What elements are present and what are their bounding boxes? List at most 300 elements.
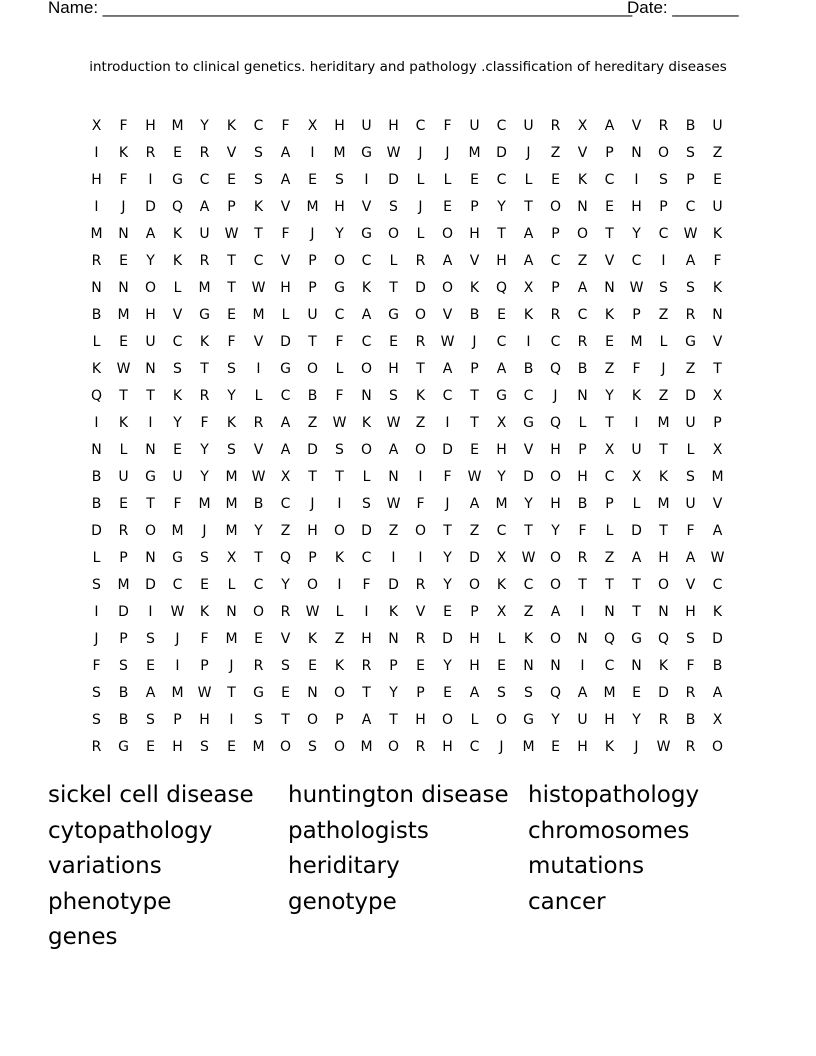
grid-letter: L (524, 171, 533, 188)
grid-letter: V (253, 333, 264, 350)
grid-letter: K (631, 387, 642, 404)
grid-letter: E (605, 333, 614, 350)
grid-letter: Y (389, 684, 398, 701)
grid-letter: J (175, 630, 180, 647)
grid-letter: T (713, 360, 722, 377)
grid-letter: Q (495, 279, 508, 296)
grid-letter: T (632, 576, 641, 593)
grid-letter: O (387, 738, 400, 755)
grid-letter: N (631, 144, 642, 161)
grid-letter: B (577, 495, 588, 512)
grid-letter: R (685, 738, 696, 755)
grid-letter: N (577, 630, 588, 647)
grid-letter: K (604, 738, 615, 755)
grid-letter: L (416, 225, 425, 242)
grid-letter: U (685, 495, 696, 512)
grid-letter: S (659, 279, 668, 296)
grid-letter: L (632, 495, 641, 512)
grid-letter: C (334, 306, 345, 323)
grid-letter: K (172, 387, 183, 404)
grid-letter: E (308, 657, 317, 674)
grid-letter: K (361, 414, 372, 431)
grid-letter: T (659, 522, 668, 539)
puzzle-title: introduction to clinical genetics. heriditary and pathology .classification of hereditary diseases (89, 59, 727, 75)
grid-letter: I (580, 603, 585, 620)
grid-letter: C (253, 576, 264, 593)
grid-letter: L (92, 549, 101, 566)
grid-letter: W (683, 225, 698, 242)
grid-letter: U (118, 468, 129, 485)
grid-letter: V (442, 306, 453, 323)
grid-letter: J (310, 495, 315, 512)
grid-letter: I (94, 144, 99, 161)
grid-letter: C (523, 576, 534, 593)
grid-letter: S (92, 711, 101, 728)
grid-letter: L (443, 171, 452, 188)
grid-letter: Y (200, 468, 209, 485)
grid-letter: A (604, 117, 615, 134)
grid-letter: C (253, 117, 264, 134)
grid-letter: T (605, 225, 614, 242)
grid-letter: I (364, 171, 369, 188)
grid-letter: L (227, 576, 236, 593)
grid-letter: K (118, 414, 129, 431)
grid-letter: I (580, 657, 585, 674)
grid-letter: N (145, 360, 156, 377)
grid-letter: J (94, 630, 99, 647)
grid-letter: E (443, 603, 452, 620)
grid-letter: D (658, 684, 669, 701)
grid-letter: A (280, 414, 291, 431)
grid-letter: M (333, 144, 346, 161)
grid-letter: F (92, 657, 101, 674)
grid-letter: H (388, 117, 399, 134)
grid-letter: O (576, 225, 589, 242)
grid-letter: Y (443, 657, 452, 674)
grid-letter: R (658, 711, 669, 728)
grid-letter: A (145, 225, 156, 242)
grid-letter: T (470, 414, 479, 431)
grid-letter: N (91, 279, 102, 296)
grid-letter: V (361, 198, 372, 215)
grid-letter: S (389, 387, 398, 404)
grid-letter: B (91, 468, 102, 485)
grid-letter: V (280, 630, 291, 647)
grid-letter: J (526, 144, 531, 161)
grid-letter: O (549, 576, 562, 593)
grid-row (83, 166, 733, 193)
grid-letter: F (281, 225, 290, 242)
grid-letter: T (308, 333, 317, 350)
grid-letter: S (254, 711, 263, 728)
grid-letter: K (172, 252, 183, 269)
grid-letter: U (712, 117, 723, 134)
grid-letter: I (445, 414, 450, 431)
grid-letter: J (310, 225, 315, 242)
grid-letter: P (632, 306, 641, 323)
grid-letter: L (686, 441, 695, 458)
grid-letter: O (414, 522, 427, 539)
grid-letter: F (281, 117, 290, 134)
grid-letter: I (634, 171, 639, 188)
grid-letter: Z (280, 522, 291, 539)
grid-letter: I (634, 414, 639, 431)
grid-letter: N (226, 603, 237, 620)
grid-letter: C (199, 171, 210, 188)
grid-letter: H (631, 198, 642, 215)
grid-letter: R (550, 117, 561, 134)
grid-letter: Y (497, 468, 506, 485)
grid-letter: G (253, 684, 264, 701)
grid-letter: J (121, 198, 126, 215)
grid-letter: I (418, 468, 423, 485)
grid-letter: J (418, 144, 423, 161)
grid-letter: V (523, 441, 534, 458)
grid-letter: H (334, 117, 345, 134)
grid-letter: T (281, 711, 290, 728)
letter-grid (83, 112, 733, 760)
grid-letter: V (226, 144, 237, 161)
grid-letter: K (415, 387, 426, 404)
word-list-item: pathologists (288, 817, 429, 844)
grid-letter: V (172, 306, 183, 323)
word-list-item: mutations (528, 853, 645, 879)
grid-letter: S (254, 144, 263, 161)
grid-letter: R (577, 333, 588, 350)
grid-letter: P (470, 603, 479, 620)
grid-letter: O (333, 684, 346, 701)
grid-letter: C (496, 171, 507, 188)
grid-letter: R (199, 252, 210, 269)
grid-letter: R (199, 144, 210, 161)
grid-letter: I (337, 495, 342, 512)
grid-letter: C (469, 738, 480, 755)
grid-letter: V (712, 495, 723, 512)
grid-letter: X (280, 468, 291, 485)
grid-letter: E (227, 738, 236, 755)
grid-letter: A (496, 360, 507, 377)
grid-letter: S (119, 657, 128, 674)
grid-letter: K (361, 279, 372, 296)
grid-letter: E (551, 738, 560, 755)
grid-letter: I (229, 711, 234, 728)
grid-letter: S (524, 684, 533, 701)
grid-letter: X (604, 441, 615, 458)
grid-letter: W (386, 144, 401, 161)
grid-letter: I (418, 549, 423, 566)
grid-letter: A (442, 252, 453, 269)
grid-letter: K (496, 576, 507, 593)
grid-letter: R (253, 657, 264, 674)
grid-letter: Y (200, 441, 209, 458)
grid-letter: F (335, 387, 344, 404)
grid-letter: D (361, 522, 372, 539)
grid-letter: J (553, 387, 558, 404)
grid-row (83, 706, 733, 733)
grid-letter: E (119, 252, 128, 269)
grid-row (83, 679, 733, 706)
grid-letter: R (415, 333, 426, 350)
grid-letter: H (145, 117, 156, 134)
grid-letter: H (415, 711, 426, 728)
grid-letter: T (605, 414, 614, 431)
grid-letter: P (308, 549, 317, 566)
grid-row (83, 193, 733, 220)
grid-letter: C (442, 387, 453, 404)
grid-letter: O (657, 576, 670, 593)
grid-letter: O (468, 576, 481, 593)
grid-letter: O (657, 144, 670, 161)
grid-letter: C (658, 225, 669, 242)
grid-letter: N (91, 441, 102, 458)
grid-letter: Z (388, 522, 399, 539)
grid-letter: A (550, 603, 561, 620)
grid-letter: J (472, 333, 477, 350)
grid-row (83, 112, 733, 139)
grid-letter: R (280, 603, 291, 620)
grid-letter: O (306, 711, 319, 728)
grid-letter: L (362, 468, 371, 485)
grid-letter: Q (657, 630, 670, 647)
grid-letter: Y (200, 117, 209, 134)
grid-letter: K (523, 630, 534, 647)
grid-letter: G (118, 738, 129, 755)
date-field[interactable]: Date: _______ (627, 0, 739, 17)
grid-letter: C (172, 333, 183, 350)
grid-letter: S (173, 360, 182, 377)
grid-letter: I (175, 657, 180, 674)
grid-letter: U (631, 441, 642, 458)
grid-letter: X (712, 711, 723, 728)
grid-letter: T (146, 495, 155, 512)
grid-letter: B (712, 657, 723, 674)
grid-letter: P (389, 657, 398, 674)
grid-letter: W (629, 279, 644, 296)
grid-letter: Q (90, 387, 103, 404)
grid-letter: K (118, 144, 129, 161)
grid-letter: C (523, 387, 534, 404)
grid-letter: I (94, 198, 99, 215)
grid-letter: N (550, 657, 561, 674)
grid-letter: H (469, 657, 480, 674)
grid-letter: S (281, 657, 290, 674)
grid-row (83, 382, 733, 409)
grid-letter: Z (550, 144, 561, 161)
grid-letter: K (469, 279, 480, 296)
grid-row (83, 301, 733, 328)
grid-letter: K (226, 414, 237, 431)
grid-letter: R (199, 387, 210, 404)
grid-letter: M (657, 495, 670, 512)
grid-letter: A (388, 441, 399, 458)
grid-letter: Z (712, 144, 723, 161)
grid-letter: L (119, 441, 128, 458)
grid-letter: T (389, 711, 398, 728)
grid-letter: M (522, 738, 535, 755)
grid-letter: K (388, 603, 399, 620)
grid-letter: O (549, 549, 562, 566)
grid-letter: C (415, 117, 426, 134)
grid-letter: P (173, 711, 182, 728)
grid-letter: T (416, 360, 425, 377)
grid-letter: V (469, 252, 480, 269)
grid-letter: R (361, 657, 372, 674)
grid-letter: O (252, 603, 265, 620)
grid-letter: U (199, 225, 210, 242)
grid-letter: E (713, 171, 722, 188)
grid-letter: C (496, 117, 507, 134)
grid-letter: V (604, 252, 615, 269)
grid-letter: O (306, 576, 319, 593)
grid-letter: J (418, 198, 423, 215)
grid-letter: J (445, 144, 450, 161)
grid-letter: T (389, 279, 398, 296)
grid-letter: A (523, 225, 534, 242)
grid-letter: M (117, 576, 130, 593)
grid-letter: T (200, 360, 209, 377)
grid-letter: T (227, 252, 236, 269)
grid-row (83, 625, 733, 652)
grid-letter: E (470, 441, 479, 458)
grid-row (83, 571, 733, 598)
grid-letter: T (227, 279, 236, 296)
grid-letter: F (335, 333, 344, 350)
grid-letter: F (686, 522, 695, 539)
grid-letter: P (686, 171, 695, 188)
grid-letter: S (686, 468, 695, 485)
grid-letter: T (659, 441, 668, 458)
grid-letter: R (253, 414, 264, 431)
grid-letter: E (146, 657, 155, 674)
grid-letter: M (198, 279, 211, 296)
grid-letter: C (172, 576, 183, 593)
grid-letter: G (496, 387, 507, 404)
grid-letter: Q (549, 684, 562, 701)
grid-letter: L (659, 333, 668, 350)
grid-letter: A (523, 252, 534, 269)
grid-letter: E (389, 333, 398, 350)
grid-letter: O (333, 738, 346, 755)
grid-letter: H (550, 495, 561, 512)
grid-letter: A (712, 522, 723, 539)
grid-letter: N (145, 549, 156, 566)
grid-letter: M (306, 198, 319, 215)
grid-letter: M (495, 495, 508, 512)
grid-letter: Z (658, 387, 669, 404)
grid-letter: S (308, 738, 317, 755)
grid-letter: G (172, 171, 183, 188)
grid-letter: C (361, 333, 372, 350)
grid-letter: B (469, 306, 480, 323)
word-list (48, 778, 768, 956)
grid-letter: M (171, 522, 184, 539)
grid-letter: G (685, 333, 696, 350)
grid-letter: L (389, 252, 398, 269)
grid-letter: K (334, 549, 345, 566)
grid-letter: N (307, 684, 318, 701)
grid-letter: G (334, 279, 345, 296)
grid-letter: S (497, 684, 506, 701)
grid-letter: K (604, 306, 615, 323)
grid-letter: M (603, 684, 616, 701)
grid-letter: Z (604, 360, 615, 377)
grid-letter: M (117, 306, 130, 323)
grid-letter: F (713, 252, 722, 269)
grid-letter: R (415, 252, 426, 269)
grid-letter: O (333, 252, 346, 269)
grid-letter: X (496, 549, 507, 566)
grid-letter: T (443, 522, 452, 539)
grid-letter: R (145, 144, 156, 161)
grid-letter: C (604, 171, 615, 188)
grid-letter: A (145, 684, 156, 701)
grid-letter: F (227, 333, 236, 350)
grid-letter: O (441, 279, 454, 296)
grid-letter: L (254, 387, 263, 404)
grid-letter: M (468, 144, 481, 161)
grid-letter: H (685, 603, 696, 620)
grid-row (83, 409, 733, 436)
grid-letter: A (577, 279, 588, 296)
grid-letter: Z (307, 414, 318, 431)
grid-letter: V (253, 441, 264, 458)
grid-letter: K (658, 468, 669, 485)
grid-letter: H (604, 711, 615, 728)
grid-letter: M (171, 684, 184, 701)
grid-letter: K (307, 630, 318, 647)
grid-letter: V (280, 252, 291, 269)
grid-letter: G (172, 549, 183, 566)
grid-letter: F (443, 117, 452, 134)
grid-letter: C (577, 306, 588, 323)
grid-letter: R (415, 738, 426, 755)
grid-letter: L (92, 333, 101, 350)
grid-letter: M (252, 738, 265, 755)
grid-letter: Z (523, 603, 534, 620)
word-list-item: phenotype (48, 888, 172, 915)
grid-letter: D (307, 441, 318, 458)
word-list-item: variations (48, 853, 162, 879)
grid-letter: S (686, 630, 695, 647)
grid-letter: W (197, 684, 212, 701)
grid-letter: E (470, 171, 479, 188)
grid-letter: F (200, 630, 209, 647)
grid-letter: Y (443, 549, 452, 566)
grid-letter: P (605, 495, 614, 512)
grid-letter: S (659, 171, 668, 188)
grid-letter: H (496, 252, 507, 269)
grid-letter: E (605, 198, 614, 215)
grid-letter: I (148, 603, 153, 620)
grid-letter: S (92, 576, 101, 593)
grid-letter: L (335, 603, 344, 620)
grid-letter: F (686, 657, 695, 674)
grid-letter: R (91, 252, 102, 269)
grid-letter: N (145, 441, 156, 458)
grid-letter: R (658, 117, 669, 134)
grid-letter: I (661, 252, 666, 269)
grid-letter: Z (604, 549, 615, 566)
grid-letter: C (361, 549, 372, 566)
grid-letter: E (119, 333, 128, 350)
grid-letter: P (308, 252, 317, 269)
grid-letter: L (281, 306, 290, 323)
name-field[interactable]: Name: ________________________________________________________ (48, 0, 633, 17)
grid-letter: Y (254, 522, 263, 539)
grid-letter: M (225, 522, 238, 539)
grid-letter: E (443, 198, 452, 215)
grid-letter: U (577, 711, 588, 728)
